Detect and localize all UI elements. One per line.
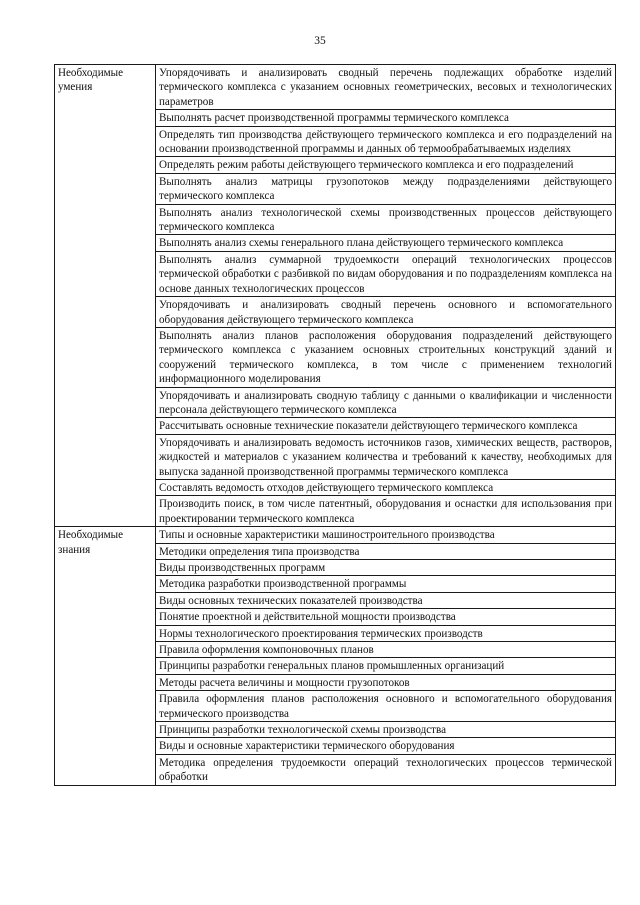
requirement-item: Методика разработки производственной программы xyxy=(156,576,616,592)
requirement-item: Упорядочивать и анализировать ведомость источников газов, химических веществ, растворов, жидкостей и материалов с указанием количества и требований к качеству, необходимых для выпуска заданной производственной программы термического комплекса xyxy=(156,434,616,479)
requirement-item: Методика определения трудоемкости операций технологических процессов термической обработки xyxy=(156,754,616,785)
competency-table xyxy=(54,64,616,786)
requirement-item: Виды основных технических показателей производства xyxy=(156,592,616,608)
requirement-item: Типы и основные характеристики машиностроительного производства xyxy=(156,527,616,543)
requirement-item: Принципы разработки генеральных планов промышленных организаций xyxy=(156,658,616,674)
table-row xyxy=(55,65,616,110)
section-label: Необходимые знания xyxy=(55,527,156,786)
requirement-item: Правила оформления планов расположения основного и вспомогательного оборудования термического производства xyxy=(156,691,616,722)
requirement-item: Принципы разработки технологической схемы производства xyxy=(156,722,616,738)
requirement-item: Виды производственных программ xyxy=(156,560,616,576)
requirement-item: Определять тип производства действующего термического комплекса и его подразделений на основании производственной программы и данных об термообрабатываемых изделиях xyxy=(156,126,616,157)
requirement-item: Виды и основные характеристики термического оборудования xyxy=(156,738,616,754)
requirement-item: Методики определения типа производства xyxy=(156,543,616,559)
requirement-item: Определять режим работы действующего термического комплекса и его подразделений xyxy=(156,157,616,173)
requirement-item: Нормы технологического проектирования термических производств xyxy=(156,625,616,641)
requirement-item: Выполнять расчет производственной программы термического комплекса xyxy=(156,110,616,126)
requirement-item: Рассчитывать основные технические показатели действующего термического комплекса xyxy=(156,418,616,434)
requirement-item: Выполнять анализ суммарной трудоемкости операций технологических процессов термической обработки с разбивкой по видам оборудования и по подразделениям комплекса на основе данных технологических процессов xyxy=(156,251,616,296)
table-row xyxy=(55,527,616,543)
requirement-item: Выполнять анализ матрицы грузопотоков между подразделениями действующего термического комплекса xyxy=(156,173,616,204)
requirement-item: Правила оформления компоновочных планов xyxy=(156,642,616,658)
requirement-item: Выполнять анализ схемы генерального плана действующего термического комплекса xyxy=(156,235,616,251)
requirement-item: Выполнять анализ планов расположения оборудования подразделений действующего термического комплекса с указанием основных строительных конструкций зданий и сооружений термического комплекса, в том числе с применением технологий информационного моделирования xyxy=(156,327,616,387)
page-number: 35 xyxy=(314,35,326,47)
requirement-item: Упорядочивать и анализировать сводный перечень подлежащих обработке изделий термического комплекса с указанием основных геометрических, весовых и технологических параметров xyxy=(156,65,616,110)
requirement-item: Производить поиск, в том числе патентный, оборудования и оснастки для использования при проектировании термического комплекса xyxy=(156,496,616,527)
requirement-item: Выполнять анализ технологической схемы производственных процессов действующего термического комплекса xyxy=(156,204,616,235)
requirement-item: Упорядочивать и анализировать сводную таблицу с данными о квалификации и численности персонала действующего термического комплекса xyxy=(156,387,616,418)
requirement-item: Методы расчета величины и мощности грузопотоков xyxy=(156,674,616,690)
requirement-item: Составлять ведомость отходов действующего термического комплекса xyxy=(156,479,616,495)
requirement-item: Упорядочивать и анализировать сводный перечень основного и вспомогательного оборудования действующего термического комплекса xyxy=(156,297,616,328)
requirement-item: Понятие проектной и действительной мощности производства xyxy=(156,609,616,625)
section-label: Необходимые умения xyxy=(55,65,156,527)
competency-table-body xyxy=(55,65,616,786)
